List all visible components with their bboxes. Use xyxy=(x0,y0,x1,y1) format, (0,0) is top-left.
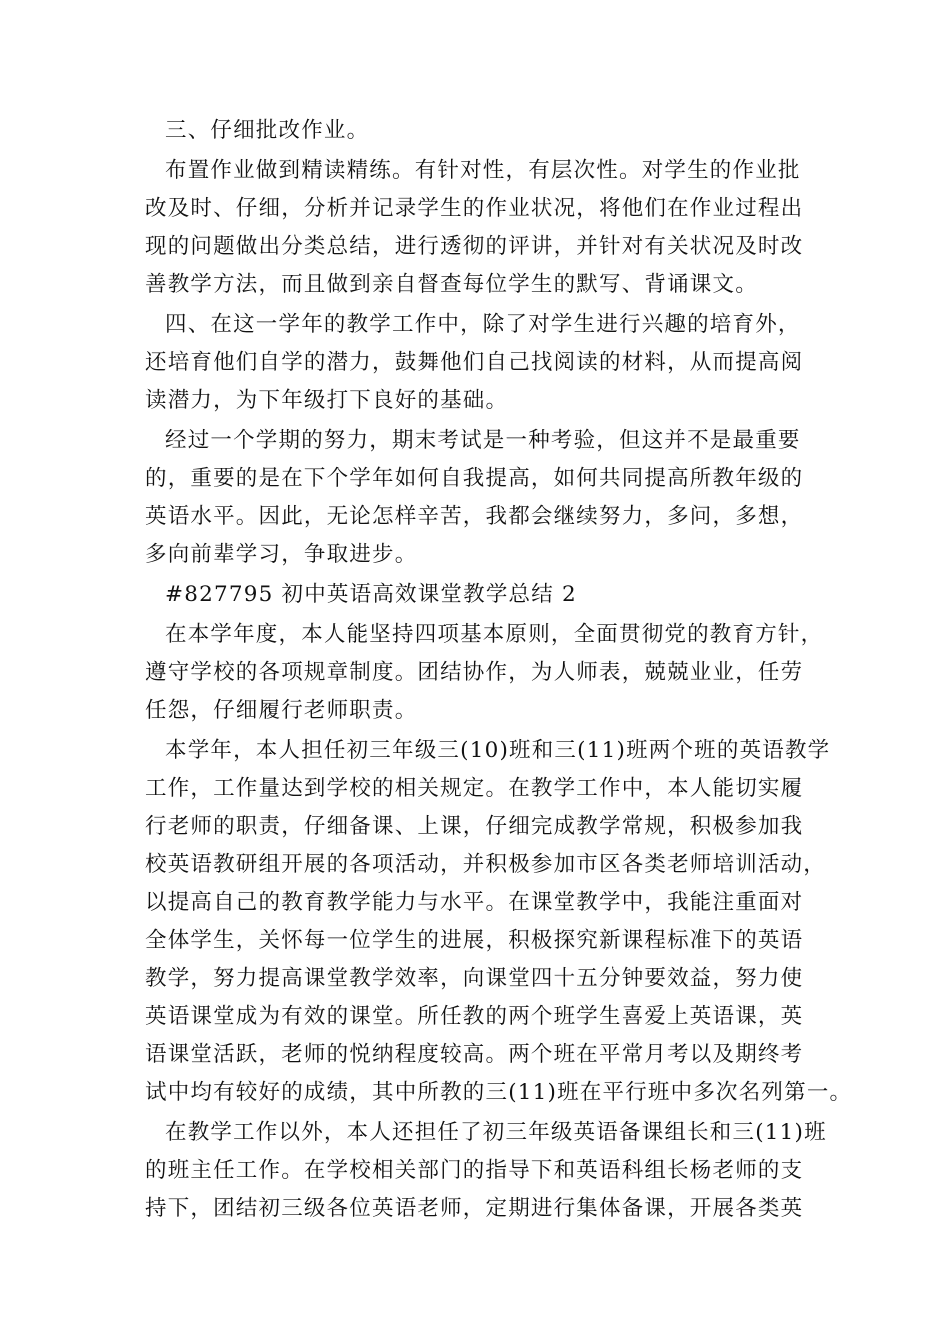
text-line: 英语水平。因此，无论怎样辛苦，我都会继续努力，多问，多想， xyxy=(145,504,804,529)
text-line: 布置作业做到精读精练。有针对性，有层次性。对学生的作业批 xyxy=(165,158,801,183)
text-line: 经过一个学期的努力，期末考试是一种考验，但这并不是最重要 xyxy=(165,428,801,453)
text-line: 持下，团结初三级各位英语老师，定期进行集体备课，开展各类英 xyxy=(145,1196,804,1221)
text-line: 在教学工作以外，本人还担任了初三年级英语备课组长和三(11)班 xyxy=(165,1120,827,1145)
text-line: 以提高自己的教育教学能力与水平。在课堂教学中，我能注重面对 xyxy=(145,890,804,915)
paragraph xyxy=(145,306,813,420)
paragraph xyxy=(145,732,853,1112)
text-line: 试中均有较好的成绩，其中所教的三(11)班在平行班中多次名列第一。 xyxy=(145,1080,853,1105)
text-line: 任怨，仔细履行老师职责。 xyxy=(145,698,418,723)
text-line: 本学年，本人担任初三年级三(10)班和三(11)班两个班的英语教学 xyxy=(165,738,831,763)
text-line: 工作，工作量达到学校的相关规定。在教学工作中，本人能切实履 xyxy=(145,776,804,801)
text-line: 三、仔细批改作业。 xyxy=(165,118,370,143)
text-line: 教学，努力提高课堂教学效率，向课堂四十五分钟要效益，努力使 xyxy=(145,966,804,991)
text-line: 多向前辈学习，争取进步。 xyxy=(145,542,418,567)
paragraph xyxy=(145,1114,827,1228)
text-line: 行老师的职责，仔细备课、上课，仔细完成教学常规，积极参加我 xyxy=(145,814,804,839)
section-heading xyxy=(145,576,813,614)
text-line: 善教学方法，而且做到亲自督查每位学生的默写、背诵课文。 xyxy=(145,272,758,297)
text-line: #827795 初中英语高效课堂教学总结 2 xyxy=(165,582,577,607)
text-line: 还培育他们自学的潜力，鼓舞他们自己找阅读的材料，从而提高阅 xyxy=(145,350,804,375)
text-line: 语课堂活跃，老师的悦纳程度较高。两个班在平常月考以及期终考 xyxy=(145,1042,804,1067)
text-line: 的，重要的是在下个学年如何自我提高，如何共同提高所教年级的 xyxy=(145,466,804,491)
paragraph xyxy=(145,616,824,730)
document-page xyxy=(145,112,853,1230)
text-line: 的班主任工作。在学校相关部门的指导下和英语科组长杨老师的支 xyxy=(145,1158,804,1183)
paragraph xyxy=(145,152,813,304)
text-line: 遵守学校的各项规章制度。团结协作，为人师表，兢兢业业，任劳 xyxy=(145,660,804,685)
text-line: 改及时、仔细，分析并记录学生的作业状况，将他们在作业过程出 xyxy=(145,196,804,221)
text-line: 校英语教研组开展的各项活动，并积极参加市区各类老师培训活动， xyxy=(145,852,827,877)
text-line: 读潜力，为下年级打下良好的基础。 xyxy=(145,388,509,413)
text-line: 在本学年度，本人能坚持四项基本原则，全面贯彻党的教育方针， xyxy=(165,622,824,647)
text-line: 四、在这一学年的教学工作中，除了对学生进行兴趣的培育外， xyxy=(165,312,801,337)
paragraph xyxy=(145,422,813,574)
text-line: 全体学生，关怀每一位学生的进展，积极探究新课程标准下的英语 xyxy=(145,928,804,953)
text-line: 现的问题做出分类总结，进行透彻的评讲，并针对有关状况及时改 xyxy=(145,234,804,259)
text-line: 英语课堂成为有效的课堂。所任教的两个班学生喜爱上英语课，英 xyxy=(145,1004,804,1029)
section-heading xyxy=(145,112,813,150)
